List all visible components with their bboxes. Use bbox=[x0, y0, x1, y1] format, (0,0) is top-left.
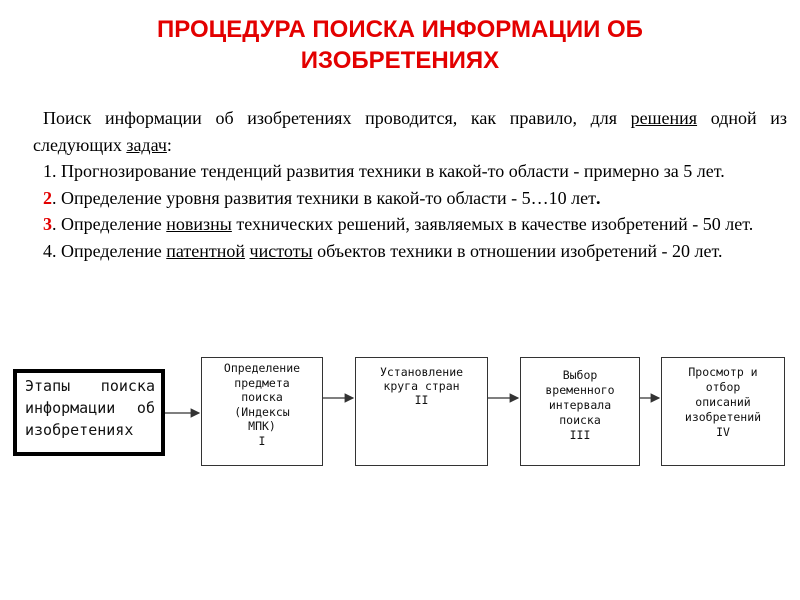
stages-main-box: Этапы поиска информации об изобретениях bbox=[13, 369, 165, 456]
page-title bbox=[40, 14, 760, 76]
intro-paragraph: Поиск информации об изобретениях проводится, как правило, для решения одной из следующих задач: bbox=[33, 108, 787, 155]
link-novelty: новизны bbox=[166, 214, 232, 234]
link-tasks: задач bbox=[126, 134, 167, 155]
list-item: 3. Определение новизны технических решений, заявляемых в качестве изобретений - 50 лет. bbox=[43, 214, 754, 234]
stage-box-4: Просмотр и отбор описаний изобретений IV bbox=[661, 357, 785, 466]
stage-box-2: Установление круга стран II bbox=[355, 357, 488, 466]
link-solution: решения bbox=[630, 108, 698, 128]
item-number: 1 bbox=[43, 161, 52, 181]
list-item: 4. Определение патентной чистоты объектов техники в отношении изобретений - 20 лет. bbox=[43, 240, 723, 261]
link-purity: чистоты bbox=[249, 240, 313, 261]
stage-box-3: Выбор временного интервала поиска III bbox=[520, 357, 640, 466]
item-number: 4 bbox=[43, 240, 52, 261]
list-item: 1. Прогнозирование тенденций развития техники в какой-то области - примерно за 5 лет. bbox=[43, 161, 725, 181]
list-item: 2. Определение уровня развития техники в какой-то области - 5…10 лет. bbox=[43, 187, 601, 208]
title-line-2: ИЗОБРЕТЕНИЯХ bbox=[300, 47, 500, 74]
title-line-1: ПРОЦЕДУРА ПОИСКА ИНФОРМАЦИИ ОБ bbox=[157, 16, 643, 43]
stage-box-1: Определение предмета поиска (Индексы МПК) I bbox=[201, 357, 323, 466]
item-number: 3 bbox=[43, 214, 52, 234]
item-number: 2 bbox=[43, 187, 52, 208]
body-text bbox=[33, 105, 787, 264]
link-patent: патентной bbox=[166, 240, 246, 261]
